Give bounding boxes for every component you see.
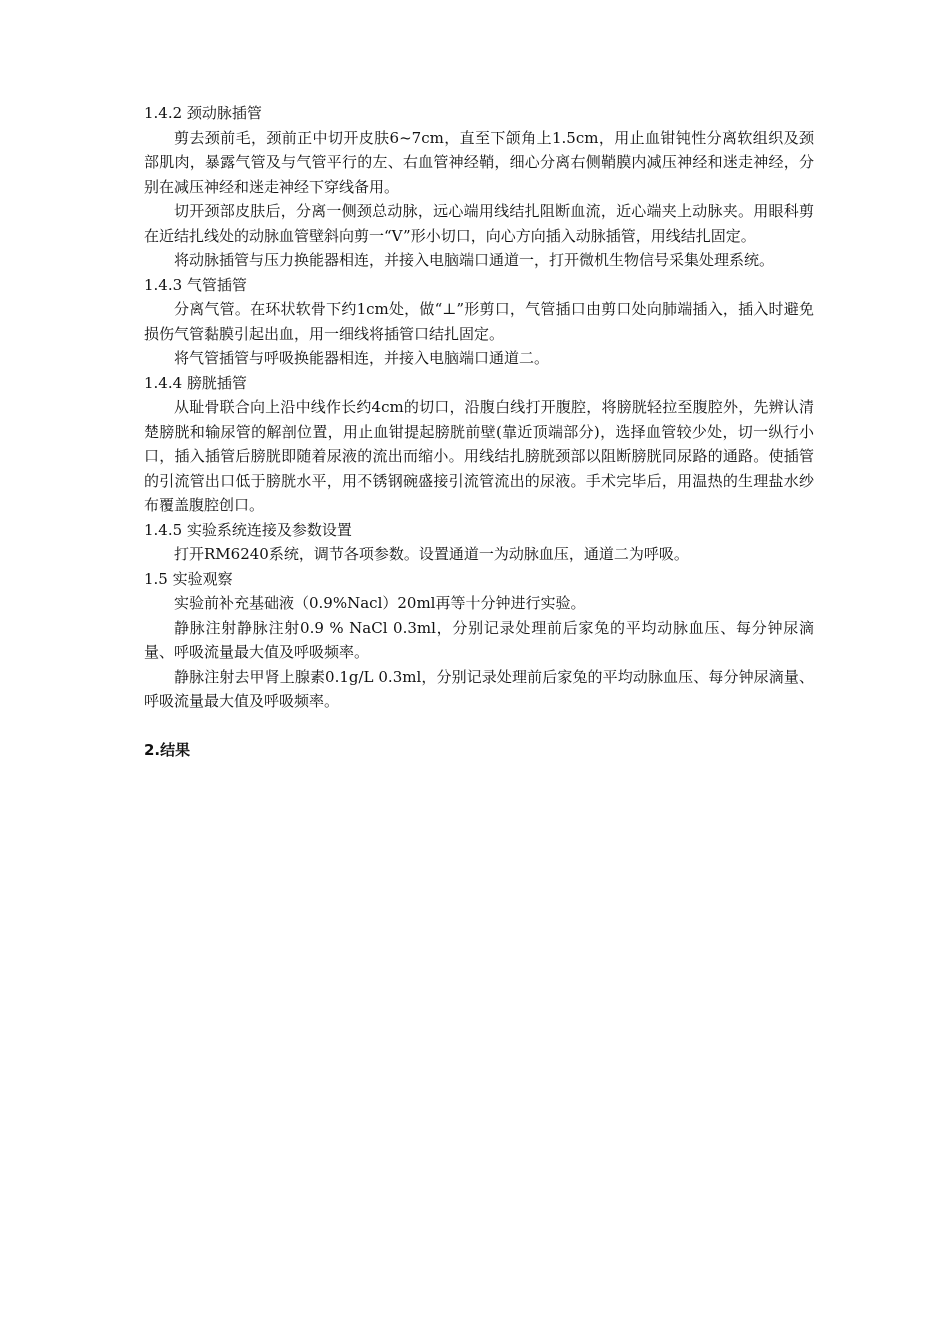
paragraph: 实验前补充基础液（0.9%Nacl）20ml再等十分钟进行实验。 [174, 594, 586, 612]
paragraph: 静脉注射去甲肾上腺素0.1g/L 0.3ml，分别记录处理前后家兔的平均动脉血压、每分钟尿滴量、呼吸流量最大值及呼吸频率。 [144, 667, 814, 710]
section-heading-results: 2.结果 [144, 741, 191, 759]
document-body [144, 101, 814, 763]
paragraph: 静脉注射静脉注射0.9 % NaCl 0.3ml，分别记录处理前后家兔的平均动脉血压、每分钟尿滴量、呼吸流量最大值及呼吸频率。 [144, 618, 814, 661]
paragraph: 分离气管。在环状软骨下约1cm处，做“⊥”形剪口，气管插口由剪口处向肺端插入，插入时避免损伤气管黏膜引起出血，用一细线将插管口结扎固定。 [144, 300, 814, 343]
section-heading-1-4-3: 1.4.3 气管插管 [144, 275, 247, 294]
paragraph: 从耻骨联合向上沿中线作长约4cm的切口，沿腹白线打开腹腔，将膀胱轻拉至腹腔外，先辨认清楚膀胱和输尿管的解剖位置，用止血钳提起膀胱前壁(靠近顶端部分)，选择血管较少处，切一纵行小口，插入插管后膀胱即随着尿液的流出而缩小。用线结扎膀胱颈部以阻断膀胱同尿路的通路。使插管的引流管出口低于膀胱水平，用不锈钢碗盛接引流管流出的尿液。手术完毕后，用温热的生理盐水纱布覆盖腹腔创口。 [144, 398, 814, 514]
section-heading-1-4-4: 1.4.4 膀胱插管 [144, 373, 247, 392]
section-heading-1-4-5: 1.4.5 实验系统连接及参数设置 [144, 520, 352, 539]
paragraph: 将动脉插管与压力换能器相连，并接入电脑端口通道一，打开微机生物信号采集处理系统。 [174, 251, 775, 269]
paragraph: 切开颈部皮肤后，分离一侧颈总动脉，远心端用线结扎阻断血流，近心端夹上动脉夹。用眼科剪在近结扎线处的动脉血管壁斜向剪一“V”形小切口，向心方向插入动脉插管，用线结扎固定。 [144, 202, 814, 245]
section-heading-1-5: 1.5 实验观察 [144, 569, 233, 588]
paragraph: 剪去颈前毛，颈前正中切开皮肤6~7cm，直至下颌角上1.5cm，用止血钳钝性分离软组织及颈部肌肉，暴露气管及与气管平行的左、右血管神经鞘，细心分离右侧鞘膜内减压神经和迷走神经，分别在减压神经和迷走神经下穿线备用。 [144, 128, 814, 196]
paragraph: 将气管插管与呼吸换能器相连，并接入电脑端口通道二。 [174, 349, 550, 367]
paragraph: 打开RM6240系统，调节各项参数。设置通道一为动脉血压，通道二为呼吸。 [174, 545, 689, 563]
section-heading-1-4-2: 1.4.2 颈动脉插管 [144, 104, 262, 122]
